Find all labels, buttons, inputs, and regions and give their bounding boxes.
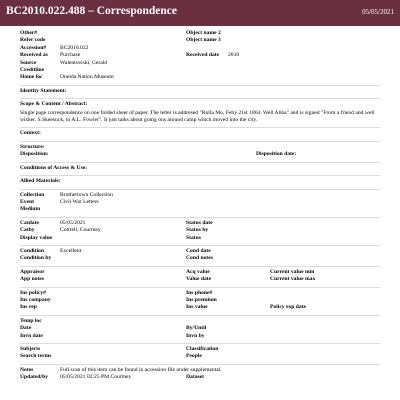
received-date-label: Received date (186, 52, 220, 59)
disposition-label: Disposition: (20, 151, 49, 158)
received-as-label: Received as (20, 52, 48, 59)
context-label: Context: (20, 130, 41, 137)
notes-label: Notes (20, 366, 34, 373)
subjects-label: Subjects (20, 346, 41, 352)
divider (20, 85, 380, 86)
catdate-value: 05/05/2021 (60, 219, 86, 226)
status-date-label: Status date (186, 219, 213, 226)
display-value-label: Display value (20, 234, 53, 241)
condition-label: Condition (20, 247, 44, 254)
temp-loc-label: Temp loc (20, 317, 42, 324)
creditline-label: Creditline (20, 67, 45, 74)
record-title: BC2010.022.488 – Correspondence (6, 5, 178, 17)
divider (20, 98, 380, 99)
value-date-label: Value date (186, 276, 212, 283)
row-ins-rep (20, 304, 380, 311)
by-until-label: By/Until (186, 325, 207, 332)
object-name2-label: Object name 2 (186, 30, 221, 36)
classification-label: Classification (186, 346, 219, 352)
updated-by-value: 05/05/2021 02:25 PM Courtney (60, 374, 132, 381)
row-date (20, 325, 380, 332)
divider (20, 343, 380, 344)
status-by-label: Status by (186, 227, 209, 234)
scope-label: Scope & Content / Abstract: (20, 101, 88, 108)
row-received (20, 52, 380, 59)
divider (20, 175, 380, 176)
catby-value: Cottrell, Courtney (60, 227, 101, 234)
catdate-label: Catdate (20, 219, 39, 226)
ins-rep-label: Ins rep (20, 304, 37, 311)
home-loc-value: Oneida Nation Museum (60, 74, 114, 81)
conditions-access-label: Conditions of Access & Use: (20, 164, 88, 171)
current-value-max-label: Current value max (270, 276, 316, 283)
app-notes-label: App notes (20, 276, 45, 283)
appraisor-label: Appraisor (20, 268, 45, 275)
row-event (20, 199, 380, 206)
row-notes (20, 367, 380, 374)
divider (20, 315, 380, 316)
row-subjects (20, 346, 380, 353)
people-label: People (186, 353, 202, 360)
object-name3-label: Object name 3 (186, 37, 221, 44)
divider (20, 287, 380, 288)
current-value-min-label: Current value min (270, 268, 315, 275)
invn-date-label: Invn date (20, 332, 43, 339)
divider (20, 141, 380, 142)
date-label: Date (20, 325, 32, 332)
identity-statement-label: Identity Statement: (20, 87, 67, 94)
ins-company-label: Ins company (20, 296, 51, 303)
allied-materials-label: Allied Materials: (20, 178, 61, 185)
row-creditline (20, 67, 380, 74)
divider (20, 189, 380, 190)
structure-label: Structure: (20, 143, 45, 150)
cond-notes-label: Cond notes (186, 255, 213, 262)
row-accession (20, 45, 380, 52)
row-invn (20, 333, 380, 340)
divider (20, 364, 380, 365)
updated-by-label: Updated/by (20, 374, 48, 381)
row-ins-company (20, 297, 380, 304)
record-content (0, 26, 400, 382)
disposition-date-label: Disposition date: (256, 151, 297, 158)
row-catby (20, 227, 380, 234)
event-label: Event (20, 198, 34, 205)
row-condition-by (20, 255, 380, 262)
row-appraisor (20, 269, 380, 276)
status-label: Status (186, 234, 201, 241)
accession-label: Accession# (20, 44, 47, 51)
condition-by-label: Condition by (20, 255, 52, 262)
row-search-terms (20, 353, 380, 360)
cond-date-label: Cond date (186, 247, 211, 254)
ins-premium-label: Ins premium (186, 296, 217, 303)
row-condition (20, 248, 380, 255)
row-other (20, 30, 380, 37)
source-value: Walentowski, Gerald (60, 59, 108, 66)
source-label: Source (20, 59, 37, 66)
catby-label: Catby (20, 227, 35, 234)
ins-phone-label: Ins phone# (186, 289, 213, 296)
scope-text: Single page correspondence on one folded sheet of paper. The letter is addresed "Rolla Mo, Feby 21st 1864. Well Abba" and is signed "From a friend and well wisher, S.Skeesuck, to A.L. Fowler". It just talks about going ons around camp which moved into the city. (20, 109, 375, 124)
policy-exp-date-label: Policy exp date (270, 304, 307, 311)
invn-by-label: Invn by (186, 332, 205, 339)
row-home-loc (20, 74, 380, 81)
received-date-value: 2010 (228, 52, 240, 59)
row-refer (20, 37, 380, 44)
row-updated (20, 374, 380, 381)
row-disposition (20, 151, 380, 158)
notes-value: Full scan of this item can be found in accession file under supplemental. (60, 366, 222, 373)
row-display (20, 235, 380, 242)
refer-code-label: Refer code (20, 37, 46, 44)
divider (20, 266, 380, 267)
row-ins-policy (20, 290, 380, 297)
row-medium (20, 206, 380, 213)
row-source (20, 60, 380, 67)
other-num-label: Other# (20, 30, 38, 36)
row-app-notes (20, 276, 380, 283)
divider (20, 245, 380, 246)
search-terms-label: Search terms (20, 353, 52, 360)
ins-value-label: Ins value (186, 304, 208, 311)
ins-policy-label: Ins policy# (20, 289, 46, 296)
home-loc-label: Home loc (20, 74, 43, 81)
divider (20, 217, 380, 218)
accession-value: BC2010.022 (60, 44, 89, 51)
record-date: 05/05/2021 (362, 8, 394, 16)
event-value: Civil War Letters (60, 198, 99, 205)
dataset-label: Dataset (186, 374, 205, 381)
medium-label: Medium (20, 206, 41, 213)
row-temp-loc (20, 318, 380, 325)
collection-value: Brothertown Collection (60, 191, 113, 198)
condition-value: Excellent (60, 247, 82, 254)
divider (20, 162, 380, 163)
received-as-value: Purchase (60, 52, 81, 59)
collection-label: Collection (20, 191, 45, 198)
divider (20, 127, 380, 128)
record-header (0, 0, 400, 26)
acq-value-label: Acq value (186, 268, 210, 275)
row-collection (20, 192, 380, 199)
row-catdate (20, 220, 380, 227)
